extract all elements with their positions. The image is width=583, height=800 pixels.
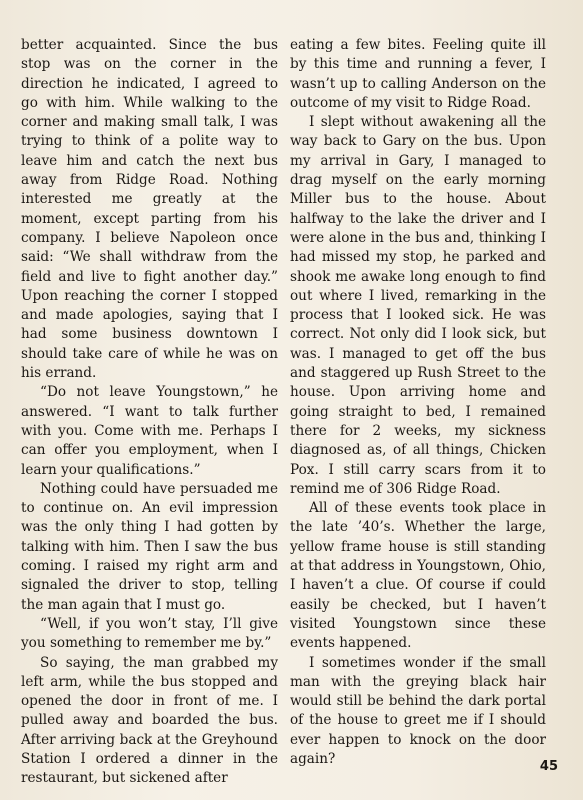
- text-column-left: [21, 36, 278, 789]
- page-number: 45: [539, 759, 558, 774]
- paragraph: I sometimes wonder if the small man with the greying black hair would still be behind the dark portal of the house to greet me if I should ever happen to knock on the door again?: [290, 654, 546, 767]
- paragraph: Nothing could have persuaded me to continue on. An evil impression was the only thing I had gotten by talking with him. Then I saw the bus coming. I raised my right arm and signaled the driver to stop, telling the man again that I must go.: [21, 480, 278, 613]
- paragraph: I slept without awakening all the way back to Gary on the bus. Upon my arrival in Gary, I managed to drag myself on the early morning Miller bus to the house. About halfway to the lake the driver and I were alone in the bus and, thinking I had missed my stop, he parked and shook me awake long enough to find out where I lived, remarking in the process that I looked sick. He was correct. Not only did I look sick, but was. I managed to get off the bus and staggered up Rush Street to the house. Upon arriving home and going straight to bed, I remained there for 2 weeks, my sickness diagnosed as, of all things, Chicken Pox. I still carry scars from it to remind me of 306 Ridge Road.: [290, 114, 546, 497]
- paragraph: eating a few bites. Feeling quite ill by this time and running a fever, I wasn’t up to calling Anderson on the outcome of my visit to Ridge Road.: [290, 37, 546, 111]
- text-column-right: [290, 36, 546, 769]
- paragraph: “Do not leave Youngstown,” he answered. “I want to talk further with you. Come with me. Perhaps I can offer you employment, when I learn your qualifications.”: [21, 384, 278, 478]
- paragraph: “Well, if you won’t stay, I’ll give you something to remember me by.”: [21, 615, 278, 652]
- paragraph: better acquainted. Since the bus stop was on the corner in the direction he indicated, I agreed to go with him. While walking to the corner and making small talk, I was trying to think of a polite way to leave him and catch the next bus away from Ridge Road. Nothing interested me greatly at the moment, except parting from his company. I believe Napoleon once said: “We shall withdraw from the field and live to fight another day.” Upon reaching the corner I stopped and made apologies, saying that I had some business downtown I should take care of while he was on his errand.: [21, 37, 278, 382]
- paragraph: All of these events took place in the late ’40’s. Whether the large, yellow frame house is still standing at that address in Youngstown, Ohio, I haven’t a clue. Of course if could easily be checked, but I haven’t visited Youngstown since these events happened.: [290, 500, 546, 652]
- paragraph: So saying, the man grabbed my left arm, while the bus stopped and opened the door in front of me. I pulled away and boarded the bus. After arriving back at the Greyhound Station I ordered a dinner in the restaurant, but sickened after: [21, 654, 278, 787]
